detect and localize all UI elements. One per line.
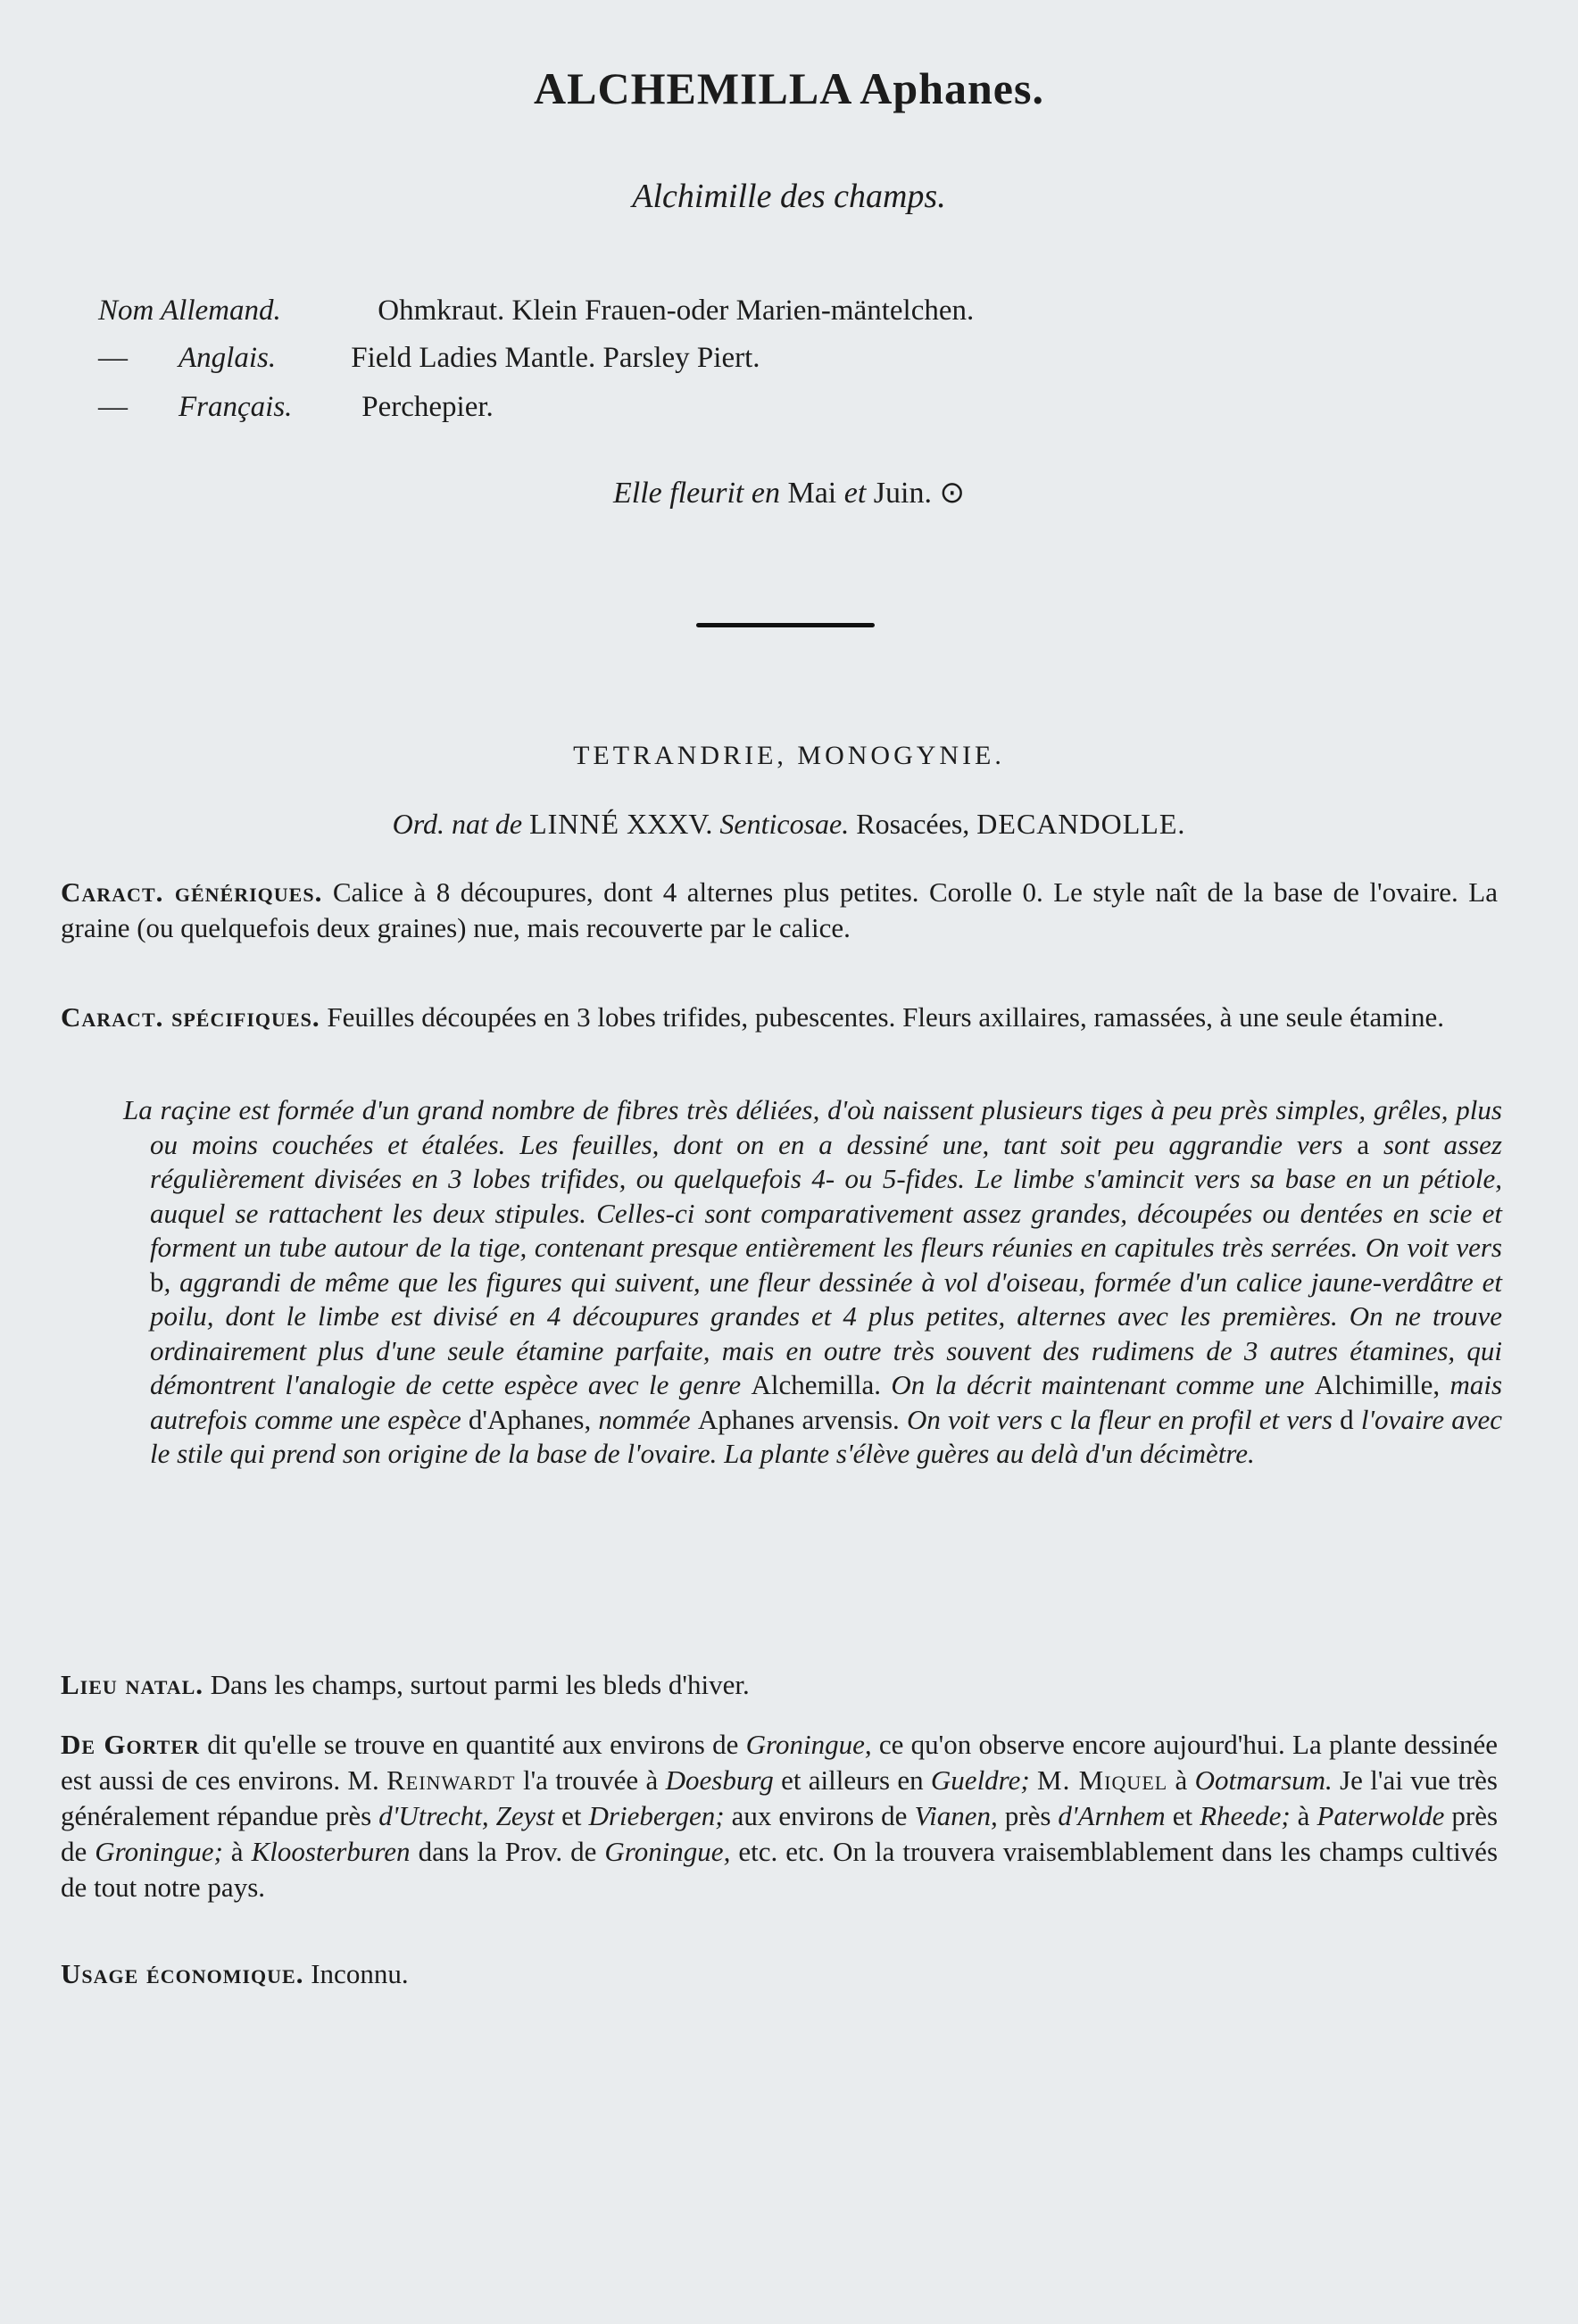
- specific-characters-text: Feuilles découpées en 3 lobes trifides, pubescentes. Fleurs axillaires, ramassées, à une seule étamine.: [327, 1001, 1444, 1033]
- page-title: ALCHEMILLA Aphanes.: [534, 63, 1044, 113]
- generic-characters-text: Calice à 8 découpures, dont 4 alternes plus petites. Corolle 0. Le style naît de la base de l'ovaire. La graine (ou quelquefois deux graines) nue, mais recouverte par le calice.: [61, 876, 1498, 943]
- name-german-value: Ohmkraut. Klein Frauen-oder Marien-mäntelchen.: [378, 295, 975, 327]
- dist-text: aux environs de: [731, 1800, 908, 1831]
- place-name: Doesburg: [665, 1764, 774, 1796]
- author-miquel: M. Miquel: [1037, 1764, 1168, 1796]
- dist-text: l'a trouvée à: [522, 1764, 659, 1796]
- desc-part: nommée: [598, 1403, 691, 1435]
- specific-characters-label: Caract. spécifiques.: [61, 1001, 320, 1033]
- figure-ref-c: c: [1050, 1403, 1063, 1435]
- economic-usage-label: Usage économique.: [61, 1958, 304, 1989]
- flowering-et: et: [843, 477, 867, 510]
- dist-text: et: [1172, 1800, 1193, 1831]
- author-de-gorter: De Gorter: [61, 1729, 200, 1760]
- dist-text: près: [1004, 1800, 1051, 1831]
- flowering-pre: Elle fleurit: [613, 477, 744, 510]
- name-german: [98, 295, 974, 328]
- flowering-month-1: Mai: [787, 477, 837, 510]
- order-number: XXXV.: [627, 808, 713, 840]
- name-french-label: Français.: [179, 391, 293, 423]
- dist-text: près de: [61, 1800, 1499, 1867]
- place-name: Groningue,: [604, 1836, 731, 1867]
- generic-characters-label: Caract. génériques.: [61, 876, 323, 908]
- flowering-en: en: [751, 477, 780, 510]
- dist-text: dans la Prov. de: [418, 1836, 597, 1867]
- place-name: Gueldre;: [930, 1764, 1030, 1796]
- native-locality-label: Lieu natal.: [61, 1669, 204, 1700]
- place-name: Ootmarsum.: [1194, 1764, 1333, 1796]
- author-reinwardt: Reinwardt: [386, 1764, 516, 1796]
- dist-text: etc. etc. On la trouvera vraisemblablement dans les champs cultivés de tout notre pays.: [61, 1836, 1499, 1903]
- name-french-value: Perchepier.: [361, 391, 494, 423]
- genus-aphanes: d'Aphanes,: [468, 1403, 592, 1435]
- name-english-label: Anglais.: [179, 342, 277, 374]
- desc-part: On voit vers: [906, 1403, 1043, 1435]
- name-english-value: Field Ladies Mantle. Parsley Piert.: [351, 342, 760, 374]
- order-decandolle: DECANDOLLE.: [976, 808, 1186, 840]
- genus-name: Alchemilla.: [751, 1369, 881, 1400]
- dist-text: à: [230, 1836, 244, 1867]
- distribution-paragraph: [61, 1727, 1498, 1905]
- natural-order: [0, 808, 1578, 841]
- generic-characters: [61, 875, 1498, 946]
- species-aphanes-arvensis: Aphanes arvensis.: [697, 1403, 900, 1435]
- dist-text: Je l'ai vue très généralement répandue près: [61, 1764, 1498, 1831]
- order-ord: Ord. nat de: [392, 808, 523, 840]
- place-name: Paterwolde: [1316, 1800, 1445, 1831]
- place-name: Groningue,: [745, 1729, 872, 1760]
- dist-text: et: [561, 1800, 582, 1831]
- dist-text: M.: [347, 1764, 379, 1796]
- desc-part: la fleur en profil et vers: [1069, 1403, 1333, 1435]
- specific-characters: [61, 1000, 1498, 1035]
- place-name: d'Utrecht, Zeyst: [378, 1800, 555, 1831]
- flowering-month-2: Juin.: [873, 477, 932, 510]
- desc-part: On la décrit maintenant comme une: [891, 1369, 1305, 1400]
- desc-part: , aggrandi de même que les figures qui suivent, une fleur dessinée à vol d'oiseau, formée d'un calice jaune-verdâtre et poilu, dont le limbe est divisé en 4 découpures grandes et 4 plus petites, alternes avec les premières. On ne trouve ordinairement plus d'une seule étamine parfaite, mais en outre très souvent des rudimens de 3 autres étamines, qui démontrent l'analogie de cette espèce avec le genre: [150, 1266, 1502, 1400]
- place-name: Vianen,: [914, 1800, 998, 1831]
- figure-ref-b: b: [150, 1266, 164, 1298]
- dist-text: à: [1175, 1764, 1188, 1796]
- native-locality: [61, 1667, 1498, 1703]
- classification: TETRANDRIE, MONOGYNIE.: [573, 741, 1005, 770]
- flowering-period: [0, 475, 1578, 510]
- order-linne: LINNÉ: [529, 808, 620, 840]
- annual-symbol-icon: ⊙: [939, 477, 965, 510]
- section-divider: [696, 623, 875, 627]
- native-locality-text: Dans les champs, surtout parmi les bleds d'hiver.: [210, 1669, 750, 1700]
- order-senticosae: Senticosae.: [719, 808, 850, 840]
- name-french: [98, 391, 494, 424]
- desc-part: sont assez régulièrement divisées en 3 lobes trifides, ou quelquefois 4- ou 5-fides. Le limbe s'amincit vers sa base en un pétiole, auquel se rattachent les deux stipules. Celles-ci sont comparativement assez grandes, découpées ou dentées en scie et forment un tube autour de la tige, contenant presque entièrement les fleurs réunies en capitules très serrées. On voit vers: [150, 1128, 1502, 1263]
- place-name: Groningue;: [95, 1836, 223, 1867]
- economic-usage-text: Inconnu.: [311, 1958, 409, 1989]
- desc-part: mais autrefois comme une espèce: [150, 1369, 1503, 1435]
- plant-description: [123, 1093, 1502, 1472]
- place-name: d'Arnhem: [1058, 1800, 1166, 1831]
- genus-alchimille: Alchimille,: [1314, 1369, 1441, 1400]
- dist-text: ce qu'on observe encore aujourd'hui. La plante dessinée est aussi de ces environs.: [61, 1729, 1499, 1796]
- desc-part: l'ovaire avec le stile qui prend son origine de la base de l'ovaire. La plante s'élève guères au delà d'un décimètre.: [150, 1403, 1503, 1469]
- place-name: Rheede;: [1200, 1800, 1291, 1831]
- figure-ref-d: d: [1340, 1403, 1354, 1435]
- dist-text: et ailleurs en: [781, 1764, 924, 1796]
- figure-ref-a: a: [1357, 1128, 1370, 1160]
- place-name: Driebergen;: [588, 1800, 725, 1831]
- name-english-dash: —: [98, 342, 128, 374]
- order-rosacees: Rosacées,: [856, 808, 970, 840]
- dist-text: à: [1297, 1800, 1310, 1831]
- page-subtitle: Alchimille des champs.: [632, 178, 946, 215]
- dist-text: dit qu'elle se trouve en quantité aux environs de: [207, 1729, 739, 1760]
- name-french-dash: —: [98, 391, 128, 423]
- name-english: [98, 342, 760, 375]
- name-german-label: Nom Allemand.: [98, 295, 281, 327]
- place-name: Kloosterburen: [251, 1836, 411, 1867]
- desc-part: La raçine est formée d'un grand nombre de fibres très déliées, d'où naissent plusieurs tiges à peu près simples, grêles, plus ou moins couchées et étalées. Les feuilles, dont on en a dessiné une, tant soit peu aggrandie vers: [123, 1094, 1502, 1160]
- economic-usage: [61, 1956, 1498, 1992]
